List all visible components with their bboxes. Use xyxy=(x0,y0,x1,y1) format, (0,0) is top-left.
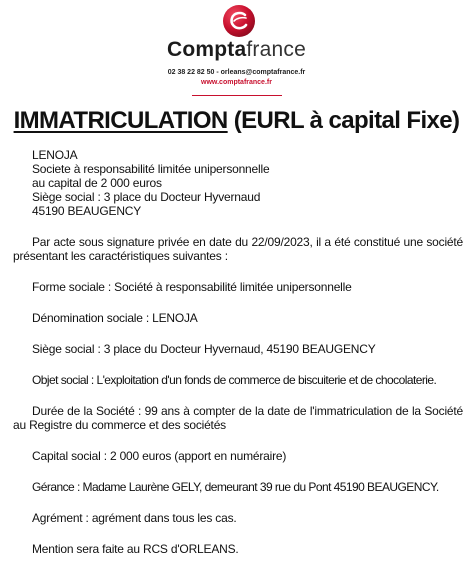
item-objet-social: Objet social : L'exploitation d'un fonds de commerce de biscuiterie et de chocolaterie. xyxy=(32,373,437,387)
item-denomination: Dénomination sociale : LENOJA xyxy=(32,311,198,325)
item-mention-rcs: Mention sera faite au RCS d'ORLEANS. xyxy=(32,542,239,556)
title-rest: (EURL à capital Fixe) xyxy=(227,107,460,134)
company-city: 45190 BEAUGENCY xyxy=(32,204,142,218)
item-gerance: Gérance : Madame Laurène GELY, demeurant 39 rue du Pont 45190 BEAUGENCY. xyxy=(32,480,439,494)
company-address-block xyxy=(32,148,463,218)
title-underlined: IMMATRICULATION xyxy=(13,107,228,134)
brand-name-bold: Compta xyxy=(167,38,247,61)
item-agrement: Agrément : agrément dans tous les cas. xyxy=(32,511,237,525)
website-link[interactable]: www.comptafrance.fr xyxy=(201,79,272,86)
intro-paragraph: Par acte sous signature privée en date du 22/09/2023, il a été constitué une société présentant les caractéristiques suivantes : xyxy=(13,235,463,263)
brand-name-light: france xyxy=(246,38,306,61)
company-seat: Siège social : 3 place du Docteur Hyvernaud xyxy=(32,190,261,204)
item-duree: Durée de la Société : 99 ans à compter de la date de l'immatriculation de la Société au Registre du commerce et des sociétés xyxy=(13,404,463,432)
item-capital-social: Capital social : 2 000 euros (apport en numéraire) xyxy=(32,449,287,463)
company-capital: au capital de 2 000 euros xyxy=(32,176,162,190)
document-title xyxy=(0,106,473,136)
contact-line: 02 38 22 82 50 - orleans@comptafrance.fr xyxy=(167,69,306,76)
item-forme-sociale: Forme sociale : Société à responsabilité limitée unipersonnelle xyxy=(32,280,352,294)
letterhead xyxy=(0,0,473,100)
brand-name xyxy=(0,38,473,62)
notice-body xyxy=(13,148,463,556)
header-divider xyxy=(192,95,282,96)
company-name: LENOJA xyxy=(32,148,78,162)
company-form: Societe à responsabilité limitée unipersonnelle xyxy=(32,162,270,176)
comptafrance-logo-icon xyxy=(222,4,256,38)
item-siege-social: Siège social : 3 place du Docteur Hyvernaud, 45190 BEAUGENCY xyxy=(32,342,376,356)
